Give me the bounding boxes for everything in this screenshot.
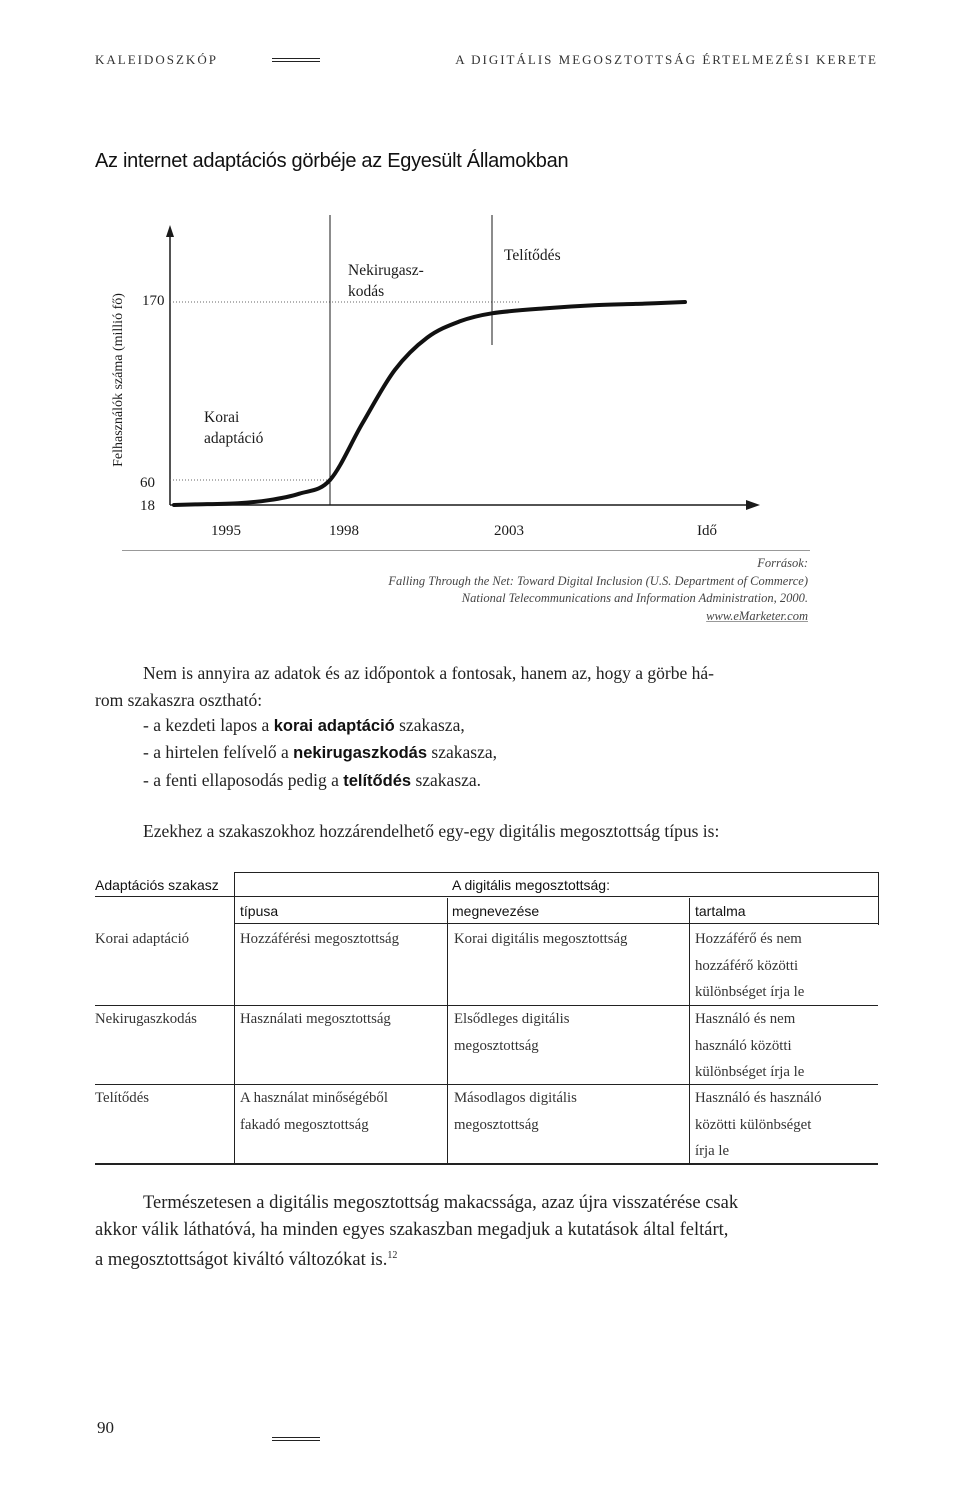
paragraph-table-intro	[95, 818, 880, 845]
x-tick-label-2003: 2003	[494, 523, 524, 539]
cell-line: Hozzáférési megosztottság	[240, 931, 400, 947]
figure-title: Az internet adaptációs görbéje az Egyesült Államokban	[95, 150, 569, 172]
cell-line: Hozzáférő és nem	[695, 931, 802, 947]
list-item-bold: telítődés	[343, 771, 412, 790]
paragraph-intro-line2: rom szakaszra osztható:	[95, 689, 263, 710]
cell-line: különbséget írja le	[695, 1064, 805, 1080]
list-item	[143, 712, 497, 739]
cell-line: Korai digitális megosztottság	[454, 931, 628, 947]
list-item-prefix: - a fenti ellaposodás pedig a	[143, 769, 344, 790]
table-header-content: tartalma	[695, 903, 746, 919]
y-tick-label-170: 170	[142, 293, 165, 309]
paragraph-table-intro-text: Ezekhez a szakaszokhoz hozzárendelhető egy-egy digitális megosztottság típus is:	[143, 821, 720, 841]
list-item	[143, 767, 497, 794]
table-cell-name	[454, 926, 627, 953]
table-cell-content	[695, 1006, 804, 1086]
cell-line: A használat minőségéből	[240, 1090, 388, 1106]
y-tick-label-18: 18	[140, 498, 155, 514]
cell-line: közötti különbséget	[695, 1116, 812, 1133]
y-tick-label-60: 60	[140, 475, 155, 491]
table-cell-phase: Nekirugaszkodás	[95, 1011, 197, 1027]
y-axis-label: Felhasználók száma (millió fő)	[111, 293, 126, 467]
x-tick-label-1998: 1998	[329, 523, 359, 539]
sources-label: Források:	[757, 556, 808, 570]
list-item-suffix: szakasza.	[411, 769, 482, 790]
list-item-bold: korai adaptáció	[273, 717, 395, 735]
source-line-2: National Telecommunications and Information Administration, 2000.	[461, 591, 808, 605]
cell-line: Használó és használó	[695, 1090, 822, 1106]
cell-line: megosztottság	[454, 1116, 539, 1133]
paragraph-conclusion-line3-text: a megosztottságot kiváltó változókat is.	[95, 1250, 388, 1271]
phase-label-takeoff-1: Nekirugasz-	[348, 262, 424, 279]
paragraph-intro-line1: Nem is annyira az adatok és az időpontok a fontosak, hanem az, hogy a görbe há-	[143, 663, 714, 683]
phase-label-takeoff-2: kodás	[348, 283, 385, 300]
x-axis-arrow	[746, 500, 760, 510]
list-item-prefix: - a kezdeti lapos a	[143, 715, 274, 735]
cell-line: használó közötti	[695, 1037, 792, 1054]
paragraph-conclusion-line1: Természetesen a digitális megosztottság makacssága, azaz újra visszatérése csak	[143, 1193, 739, 1213]
table-header-phase: Adaptációs szakasz	[95, 877, 219, 893]
source-url-link[interactable]: www.eMarketer.com	[706, 608, 808, 623]
paragraph-conclusion-line2: akkor válik láthatóvá, ha minden egyes szakaszban megadjuk a kutatások által feltárt,	[95, 1219, 729, 1240]
cell-line: megosztottság	[454, 1037, 539, 1054]
list-item-bold: nekirugaszkodás	[293, 744, 428, 763]
cell-line: fakadó megosztottság	[240, 1116, 369, 1133]
table-vline-1	[234, 872, 235, 1164]
cell-line: Elsődleges digitális	[454, 1011, 570, 1027]
running-header-right: A DIGITÁLIS MEGOSZTOTTSÁG ÉRTELMEZÉSI KERETE	[455, 52, 878, 67]
table-top-rule	[234, 872, 879, 873]
table-cell-content	[695, 1085, 822, 1165]
running-header-left: KALEIDOSZKÓP	[95, 52, 218, 67]
table-header-type: típusa	[240, 903, 279, 919]
table-header-name: megnevezése	[452, 903, 540, 919]
table-cell-phase: Telítődés	[95, 1090, 150, 1106]
table-vline-3	[689, 898, 690, 1164]
list-item-prefix: - a hirtelen felívelő a	[143, 742, 294, 763]
table-cell-type	[240, 1085, 388, 1138]
paragraph-conclusion-line3	[95, 1243, 880, 1274]
y-axis-arrow	[166, 225, 174, 237]
source-divider	[122, 550, 810, 551]
footer-ornament-rule	[272, 1437, 320, 1441]
header-ornament-rule	[272, 58, 320, 62]
table-header-rule-2	[234, 923, 878, 924]
table-vline-4	[878, 872, 879, 925]
table-cell-phase: Korai adaptáció	[95, 931, 190, 947]
adoption-curve-chart	[90, 205, 790, 550]
table-vline-2	[447, 898, 448, 1164]
phase-label-early-1: Korai	[204, 409, 240, 426]
phase-label-early-2: adaptáció	[204, 430, 264, 447]
table-header-rule-1	[95, 896, 878, 897]
paragraph-intro	[95, 660, 880, 713]
table-header-group: A digitális megosztottság:	[452, 877, 610, 893]
adoption-curve-line	[174, 302, 685, 505]
cell-line: Másodlagos digitális	[454, 1090, 577, 1106]
phase-label-saturation: Telítődés	[504, 247, 561, 264]
page-number: 90	[97, 1418, 114, 1437]
phase-list	[143, 712, 497, 794]
table-cell-type	[240, 926, 399, 953]
paragraph-conclusion	[95, 1190, 880, 1274]
cell-line: írja le	[695, 1143, 730, 1159]
cell-line: hozzáférő közötti	[695, 957, 799, 974]
sources-block	[388, 555, 808, 625]
cell-line: Használati megosztottság	[240, 1011, 391, 1027]
table-cell-name	[454, 1085, 577, 1138]
cell-line: különbséget írja le	[695, 984, 805, 1000]
table-cell-content	[695, 926, 804, 1006]
table-cell-type	[240, 1006, 391, 1033]
list-item-suffix: szakasza,	[427, 742, 497, 763]
list-item	[143, 739, 497, 766]
x-axis-label: Idő	[697, 523, 717, 539]
source-line-1: Falling Through the Net: Toward Digital Inclusion (U.S. Department of Commerce)	[388, 573, 808, 588]
list-item-suffix: szakasza,	[394, 715, 465, 735]
x-tick-label-1995: 1995	[211, 523, 241, 539]
table-cell-name	[454, 1006, 570, 1059]
footnote-marker[interactable]: 12	[387, 1250, 398, 1261]
cell-line: Használó és nem	[695, 1011, 796, 1027]
